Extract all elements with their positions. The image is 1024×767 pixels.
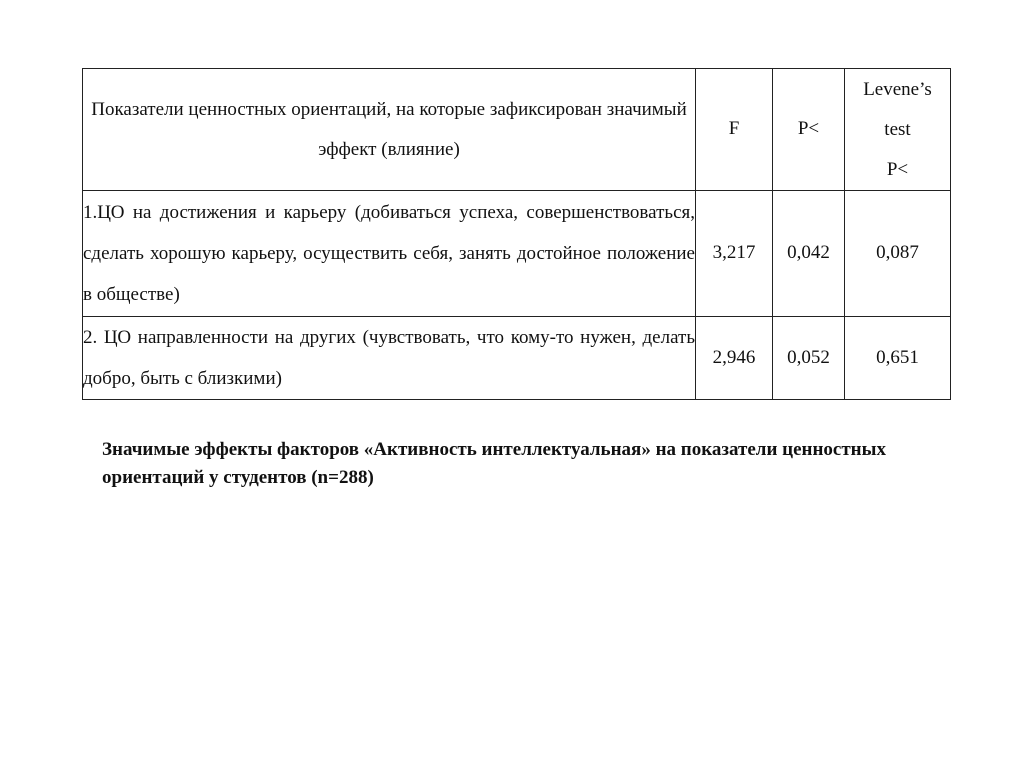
header-levene	[845, 69, 951, 191]
row-f-value: 2,946	[696, 317, 773, 400]
table-row	[83, 191, 951, 317]
header-indicator: Показатели ценностных ориентаций, на которые зафиксирован значимый эффект (влияние)	[83, 69, 696, 191]
row-indicator-label: 1.ЦО на достижения и карьеру (добиваться успеха, совершенствоваться, сделать хорошую карьеру, осуществить себя, занять достойное положение в обществе)	[83, 191, 696, 317]
row-levene-p-value: 0,651	[845, 317, 951, 400]
results-table	[82, 68, 951, 400]
row-indicator-label: 2. ЦО направленности на других (чувствовать, что кому-то нужен, делать добро, быть с близкими)	[83, 317, 696, 400]
header-f: F	[696, 69, 773, 191]
row-p-value: 0,042	[773, 191, 845, 317]
header-levene-line3: P<	[886, 158, 909, 180]
row-f-value: 3,217	[696, 191, 773, 317]
header-levene-line1: Levene’s	[863, 78, 932, 100]
header-p: P<	[773, 69, 845, 191]
table-row	[83, 317, 951, 400]
table-header-row	[83, 69, 951, 191]
table-caption: Значимые эффекты факторов «Активность интеллектуальная» на показатели ценностных ориентаций у студентов (n=288)	[102, 439, 886, 488]
row-levene-p-value: 0,087	[845, 191, 951, 317]
row-p-value: 0,052	[773, 317, 845, 400]
header-levene-line2: test	[884, 118, 911, 140]
